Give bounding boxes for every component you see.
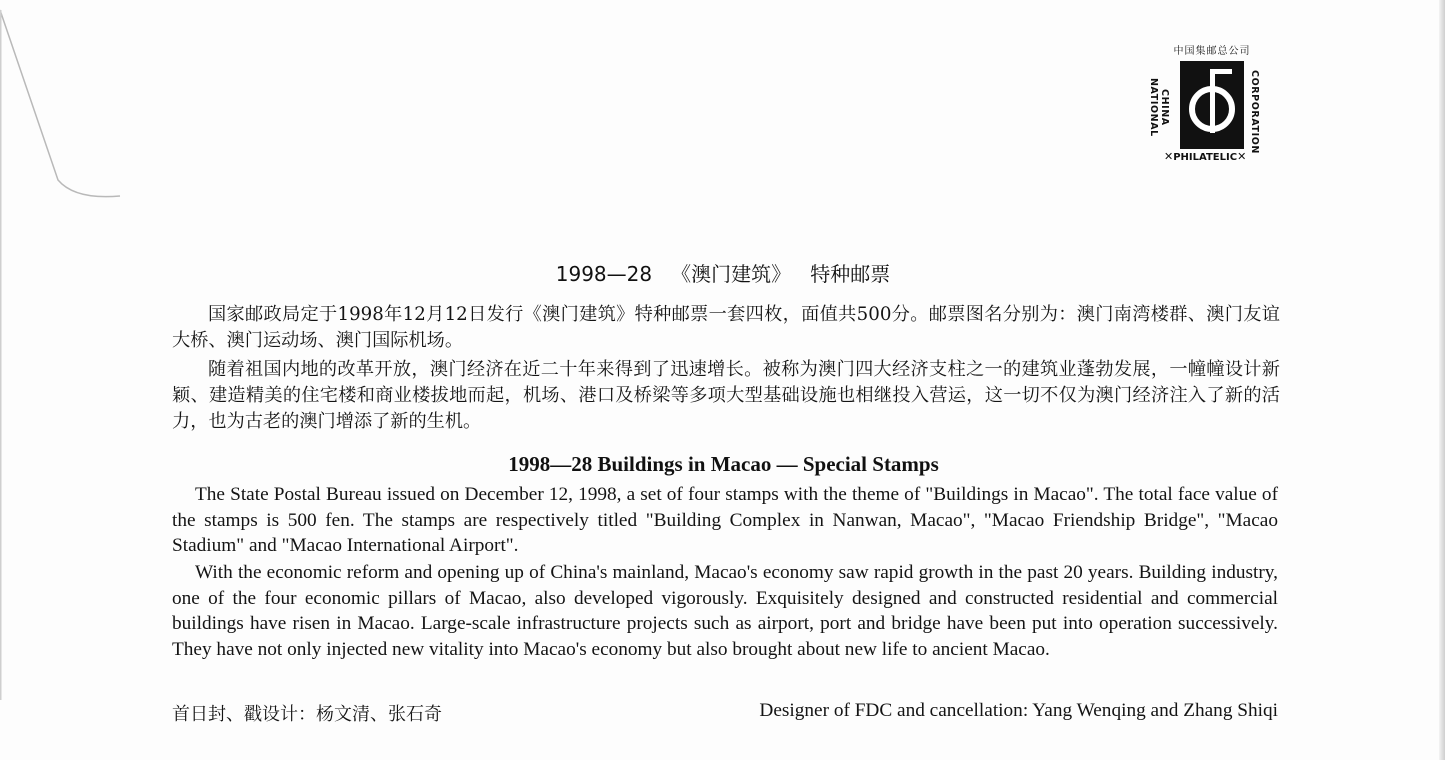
logo-bottom-row bbox=[1164, 150, 1264, 163]
chinese-paragraph-2: 随着祖国内地的改革开放，澳门经济在近二十年来得到了迅速增长。被称为澳门四大经济支柱之一的建筑业蓬勃发展，一幢幢设计新颖、建造精美的住宅楼和商业楼拔地而起，机场、港口及桥梁等多项大型基础设施也相继投入营运，这一切不仅为澳门经济注入了新的活力，也为古老的澳门增添了新的生机。 bbox=[172, 359, 1280, 432]
logo-chinese-text: 中国集邮总公司 bbox=[1173, 46, 1251, 57]
designer-credit-english: Designer of FDC and cancellation: Yang Wenqing and Zhang Shiqi bbox=[759, 700, 1278, 721]
english-paragraph-2: With the economic reform and opening up of China's mainland, Macao's economy saw rapid growth in the past 20 years. Building industry, one of the four economic pillars of Macao, also developed vigorously. Exquisitely designed and constructed residential and commercial buildings have risen in Macao. Large-scale infrastructure projects such as airport, port and bridge have been put into operation successively. They have not only injected new vitality into Macao's economy but also brought about new life to ancient Macao. bbox=[172, 562, 1278, 661]
logo-emblem-icon bbox=[1180, 61, 1244, 149]
chinese-title: 1998—28 《澳门建筑》 特种邮票 bbox=[555, 262, 891, 286]
logo-right-text: CORPORATION bbox=[1249, 70, 1260, 154]
english-title: 1998—28 Buildings in Macao — Special Stamps bbox=[508, 452, 939, 476]
envelope-right-edge bbox=[1439, 0, 1445, 760]
english-paragraph-1: The State Postal Bureau issued on December 12, 1998, a set of four stamps with the theme of "Buildings in Macao". The total face value of the stamps is 500 fen. The stamps are respectively titled "Building Complex in Nanwan, Macao", "Macao Friendship Bridge", "Macao Stadium" and "Macao International Airport". bbox=[172, 484, 1278, 557]
logo-cross-icon: ✕ bbox=[1164, 150, 1174, 163]
logo-left-text: CHINA NATIONAL bbox=[1148, 77, 1170, 137]
chinese-paragraph-1: 国家邮政局定于1998年12月12日发行《澳门建筑》特种邮票一套四枚，面值共500分。邮票图名分别为：澳门南湾楼群、澳门友谊大桥、澳门运动场、澳门国际机场。 bbox=[172, 304, 1280, 351]
designer-credit-chinese: 首日封、戳设计：杨文清、张石奇 bbox=[172, 704, 442, 725]
logo-bottom-text: PHILATELIC bbox=[1173, 152, 1238, 163]
logo-cross-icon: ✕ bbox=[1237, 150, 1247, 163]
china-philatelic-logo bbox=[1150, 42, 1270, 170]
